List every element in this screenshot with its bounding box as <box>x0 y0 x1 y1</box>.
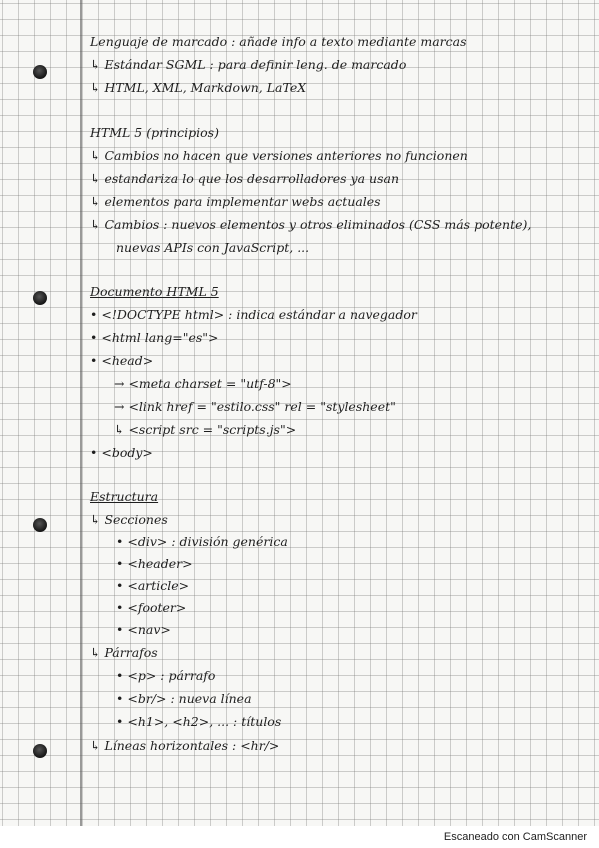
list-item: • <head> <box>90 353 154 368</box>
scanner-watermark: Escaneado con CamScanner <box>443 831 587 843</box>
note-line: ↳ Cambios no hacen que versiones anteriores no funcionen <box>90 148 468 163</box>
list-item: • <body> <box>90 445 153 460</box>
list-item: • <nav> <box>116 622 171 637</box>
note-line: ↳ Estándar SGML : para definir leng. de marcado <box>90 57 407 72</box>
list-item: • <p> : párrafo <box>116 668 216 683</box>
subsection-heading: ↳ Párrafos <box>90 645 158 660</box>
note-line: ↳ HTML, XML, Markdown, LaTeX <box>90 80 307 95</box>
list-item: • <div> : división genérica <box>116 534 288 549</box>
definition-line: Lenguaje de marcado : añade info a texto mediante marcas <box>90 34 467 49</box>
note-line: nuevas APIs con JavaScript, ... <box>116 240 310 255</box>
list-item: • <!DOCTYPE html> : indica estándar a navegador <box>90 307 417 322</box>
margin-line <box>80 0 82 826</box>
list-item: ↳ <script src = "scripts.js"> <box>114 422 297 437</box>
list-item: • <br/> : nueva línea <box>116 691 252 706</box>
subsection-heading: ↳ Secciones <box>90 512 168 527</box>
list-item: • <footer> <box>116 600 187 615</box>
list-item: • <html lang="es"> <box>90 330 219 345</box>
punch-hole <box>33 65 47 79</box>
section-heading: HTML 5 (principios) <box>90 125 219 140</box>
list-item: → <link href = "estilo.css" rel = "stylesheet" <box>114 399 396 414</box>
section-heading: Estructura <box>90 489 159 504</box>
list-item: • <header> <box>116 556 193 571</box>
punch-hole <box>33 291 47 305</box>
list-item: → <meta charset = "utf-8"> <box>114 376 292 391</box>
subsection-heading: ↳ Líneas horizontales : <hr/> <box>90 738 280 753</box>
punch-hole <box>33 518 47 532</box>
section-heading: Documento HTML 5 <box>90 284 219 299</box>
punch-hole <box>33 744 47 758</box>
note-line: ↳ estandariza lo que los desarrolladores ya usan <box>90 171 399 186</box>
list-item: • <h1>, <h2>, ... : títulos <box>116 714 282 729</box>
note-line: ↳ elementos para implementar webs actuales <box>90 194 381 209</box>
list-item: • <article> <box>116 578 190 593</box>
note-line: ↳ Cambios : nuevos elementos y otros eliminados (CSS más potente), <box>90 217 532 232</box>
